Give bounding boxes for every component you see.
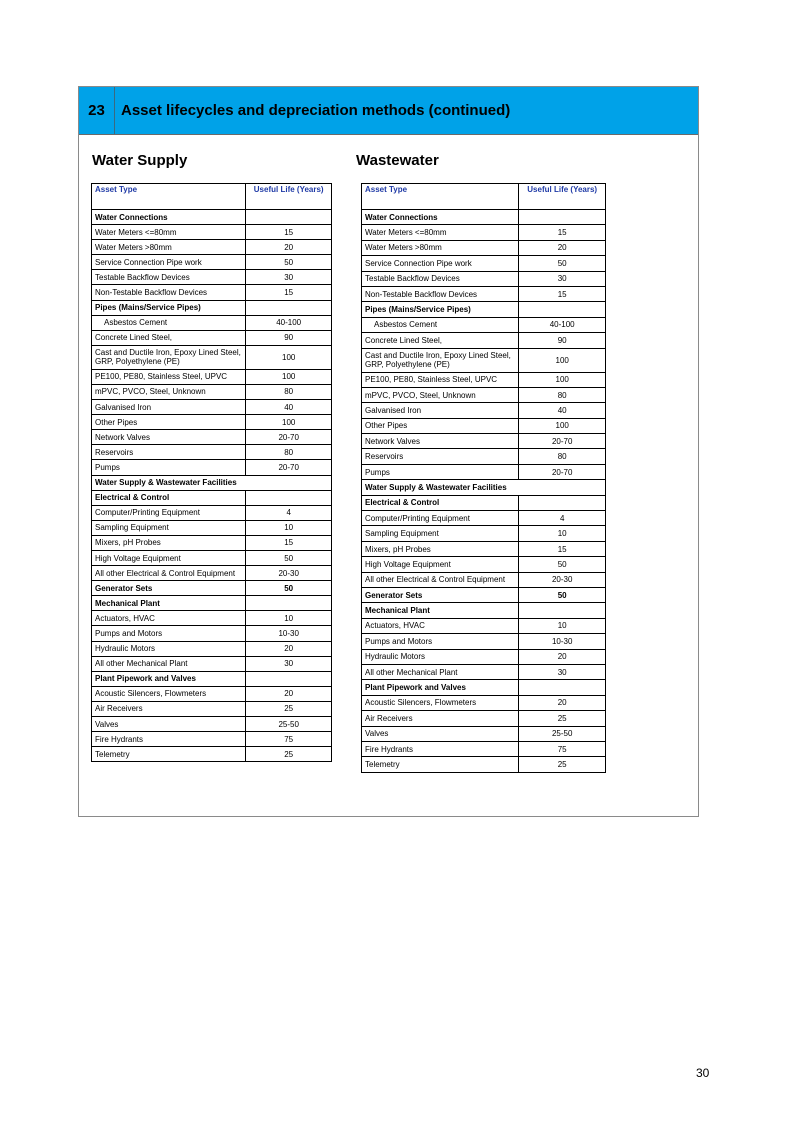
- asset-type-cell: Valves: [92, 717, 246, 732]
- useful-life-cell: 90: [246, 330, 332, 345]
- useful-life-cell: 50: [519, 256, 606, 271]
- asset-type-cell: Electrical & Control: [362, 495, 519, 510]
- asset-type-cell: mPVC, PVCO, Steel, Unknown: [92, 384, 246, 399]
- useful-life-cell: [246, 300, 332, 315]
- asset-type-cell: Asbestos Cement: [362, 317, 519, 332]
- asset-type-cell: Mixers, pH Probes: [362, 541, 519, 556]
- asset-type-cell: Water Meters <=80mm: [362, 225, 519, 240]
- category-row: [362, 680, 606, 695]
- table-row: [362, 695, 606, 710]
- table-row: [92, 255, 332, 270]
- asset-type-cell: Mechanical Plant: [92, 596, 246, 611]
- useful-life-cell: 80: [246, 445, 332, 460]
- useful-life-cell: 25-50: [519, 726, 606, 741]
- asset-type-cell: Acoustic Silencers, Flowmeters: [92, 686, 246, 701]
- asset-type-cell: Water Connections: [362, 210, 519, 225]
- asset-type-cell: Hydraulic Motors: [362, 649, 519, 664]
- table-row: [362, 757, 606, 772]
- table-row: [92, 550, 332, 565]
- category-row: [92, 475, 332, 490]
- asset-type-cell: All other Electrical & Control Equipment: [92, 566, 246, 581]
- asset-type-cell: Other Pipes: [92, 415, 246, 430]
- useful-life-cell: 20: [246, 240, 332, 255]
- asset-type-cell: Service Connection Pipe work: [92, 255, 246, 270]
- table-row: [92, 520, 332, 535]
- table-row: [92, 270, 332, 285]
- table-row: [92, 641, 332, 656]
- asset-type-cell: All other Mechanical Plant: [92, 656, 246, 671]
- table-row: [362, 741, 606, 756]
- table-row: [92, 384, 332, 399]
- useful-life-cell: 30: [519, 664, 606, 679]
- table-row: [92, 400, 332, 415]
- useful-life-cell: 20-70: [519, 464, 606, 479]
- table-row: [92, 369, 332, 384]
- asset-type-cell: Reservoirs: [92, 445, 246, 460]
- table-row: [362, 634, 606, 649]
- useful-life-cell: [246, 671, 332, 686]
- asset-type-cell: Other Pipes: [362, 418, 519, 433]
- asset-type-cell: Cast and Ductile Iron, Epoxy Lined Steel, GRP, Polyethylene (PE): [92, 345, 246, 369]
- category-row: [92, 210, 332, 225]
- useful-life-cell: 15: [246, 285, 332, 300]
- section-title: Asset lifecycles and depreciation methods (continued): [121, 102, 511, 119]
- category-row: [92, 300, 332, 315]
- useful-life-cell: 30: [519, 271, 606, 286]
- useful-life-cell: 25: [519, 757, 606, 772]
- useful-life-cell: 100: [519, 418, 606, 433]
- asset-type-cell: Pumps: [92, 460, 246, 475]
- table-row: [92, 732, 332, 747]
- asset-type-cell: Network Valves: [92, 430, 246, 445]
- asset-type-cell: Generator Sets: [92, 581, 246, 596]
- asset-type-cell: Water Meters <=80mm: [92, 225, 246, 240]
- useful-life-cell: 15: [519, 225, 606, 240]
- useful-life-cell: 40-100: [246, 315, 332, 330]
- table-row: [362, 286, 606, 301]
- asset-type-header: Asset Type: [92, 184, 246, 210]
- table-row: [92, 656, 332, 671]
- asset-type-cell: High Voltage Equipment: [362, 557, 519, 572]
- category-row: [362, 603, 606, 618]
- asset-type-cell: Water Supply & Wastewater Facilities: [92, 475, 332, 490]
- useful-life-cell: [519, 680, 606, 695]
- table-row: [92, 747, 332, 762]
- asset-type-cell: Water Meters >80mm: [92, 240, 246, 255]
- table-row: [92, 315, 332, 330]
- category-row: [362, 480, 606, 495]
- asset-type-cell: Sampling Equipment: [92, 520, 246, 535]
- table-row: [362, 434, 606, 449]
- asset-type-cell: Air Receivers: [362, 711, 519, 726]
- useful-life-cell: 20: [519, 240, 606, 255]
- asset-type-cell: Hydraulic Motors: [92, 641, 246, 656]
- useful-life-cell: 50: [246, 581, 332, 596]
- useful-life-cell: 10: [519, 526, 606, 541]
- table-row: [92, 535, 332, 550]
- useful-life-cell: 20-70: [246, 430, 332, 445]
- table-row: [362, 240, 606, 255]
- useful-life-cell: 10: [519, 618, 606, 633]
- useful-life-cell: 100: [519, 348, 606, 372]
- asset-type-cell: Fire Hydrants: [362, 741, 519, 756]
- useful-life-cell: 40-100: [519, 317, 606, 332]
- wastewater-heading: Wastewater: [356, 152, 439, 169]
- table-row: [362, 649, 606, 664]
- useful-life-cell: 10: [246, 611, 332, 626]
- useful-life-cell: [246, 490, 332, 505]
- asset-type-cell: Telemetry: [362, 757, 519, 772]
- table-row: [92, 611, 332, 626]
- useful-life-cell: 80: [519, 449, 606, 464]
- table-row: [362, 726, 606, 741]
- asset-type-cell: Non-Testable Backflow Devices: [362, 286, 519, 301]
- asset-type-cell: Valves: [362, 726, 519, 741]
- table-row: [362, 618, 606, 633]
- useful-life-cell: 50: [519, 587, 606, 602]
- table-row: [92, 686, 332, 701]
- category-row: [362, 495, 606, 510]
- asset-type-cell: All other Mechanical Plant: [362, 664, 519, 679]
- useful-life-cell: 80: [246, 384, 332, 399]
- useful-life-cell: 20: [519, 695, 606, 710]
- asset-type-header: Asset Type: [362, 184, 519, 210]
- wastewater-table: [361, 183, 606, 773]
- useful-life-header: Useful Life (Years): [519, 184, 606, 210]
- useful-life-cell: [519, 603, 606, 618]
- table-row: [92, 285, 332, 300]
- asset-type-cell: Telemetry: [92, 747, 246, 762]
- useful-life-cell: 100: [246, 415, 332, 430]
- table-row: [362, 557, 606, 572]
- asset-type-cell: Testable Backflow Devices: [362, 271, 519, 286]
- useful-life-cell: [246, 596, 332, 611]
- table-row: [92, 626, 332, 641]
- category-row: [92, 671, 332, 686]
- asset-type-cell: All other Electrical & Control Equipment: [362, 572, 519, 587]
- useful-life-cell: 25: [246, 701, 332, 716]
- asset-type-cell: Generator Sets: [362, 587, 519, 602]
- asset-type-cell: Air Receivers: [92, 701, 246, 716]
- asset-type-cell: Water Meters >80mm: [362, 240, 519, 255]
- asset-type-cell: Concrete Lined Steel,: [92, 330, 246, 345]
- table-row: [362, 333, 606, 348]
- table-row: [362, 372, 606, 387]
- useful-life-cell: 25-50: [246, 717, 332, 732]
- asset-type-cell: Plant Pipework and Valves: [92, 671, 246, 686]
- table-row: [92, 566, 332, 581]
- asset-type-cell: Pumps and Motors: [362, 634, 519, 649]
- asset-type-cell: Pumps: [362, 464, 519, 479]
- useful-life-cell: 30: [246, 270, 332, 285]
- useful-life-cell: 25: [519, 711, 606, 726]
- useful-life-header: Useful Life (Years): [246, 184, 332, 210]
- asset-type-cell: Water Connections: [92, 210, 246, 225]
- table-row: [362, 449, 606, 464]
- asset-type-cell: Galvanised Iron: [92, 400, 246, 415]
- useful-life-cell: 20-70: [519, 434, 606, 449]
- useful-life-cell: 10-30: [519, 634, 606, 649]
- asset-type-cell: Plant Pipework and Valves: [362, 680, 519, 695]
- category-row: [92, 490, 332, 505]
- table-row: [362, 348, 606, 372]
- water-supply-heading: Water Supply: [92, 152, 188, 169]
- asset-type-cell: Sampling Equipment: [362, 526, 519, 541]
- useful-life-cell: 30: [246, 656, 332, 671]
- water-supply-table: [91, 183, 332, 762]
- table-row: [92, 430, 332, 445]
- table-row: [362, 541, 606, 556]
- useful-life-cell: 100: [246, 345, 332, 369]
- useful-life-cell: 20-70: [246, 460, 332, 475]
- table-row: [362, 271, 606, 286]
- useful-life-cell: 20-30: [246, 566, 332, 581]
- useful-life-cell: 10: [246, 520, 332, 535]
- asset-type-cell: Service Connection Pipe work: [362, 256, 519, 271]
- table-header-row: [362, 184, 606, 210]
- useful-life-cell: 80: [519, 387, 606, 402]
- table-row: [92, 445, 332, 460]
- asset-type-cell: Pumps and Motors: [92, 626, 246, 641]
- useful-life-cell: 40: [519, 403, 606, 418]
- useful-life-cell: [519, 302, 606, 317]
- asset-type-cell: Water Supply & Wastewater Facilities: [362, 480, 606, 495]
- table-row: [92, 240, 332, 255]
- asset-type-cell: Actuators, HVAC: [362, 618, 519, 633]
- category-row: [362, 587, 606, 602]
- asset-type-cell: Computer/Printing Equipment: [362, 511, 519, 526]
- table-row: [92, 415, 332, 430]
- asset-type-cell: PE100, PE80, Stainless Steel, UPVC: [362, 372, 519, 387]
- useful-life-cell: 50: [246, 255, 332, 270]
- category-row: [362, 210, 606, 225]
- table-row: [92, 717, 332, 732]
- table-row: [362, 572, 606, 587]
- useful-life-cell: [519, 495, 606, 510]
- asset-type-cell: Mixers, pH Probes: [92, 535, 246, 550]
- table-row: [362, 317, 606, 332]
- table-row: [362, 225, 606, 240]
- asset-type-cell: Acoustic Silencers, Flowmeters: [362, 695, 519, 710]
- useful-life-cell: 15: [246, 225, 332, 240]
- useful-life-cell: [246, 210, 332, 225]
- section-banner: [79, 87, 698, 135]
- table-row: [92, 701, 332, 716]
- useful-life-cell: 75: [246, 732, 332, 747]
- useful-life-cell: 20: [519, 649, 606, 664]
- useful-life-cell: 10-30: [246, 626, 332, 641]
- table-row: [92, 460, 332, 475]
- asset-type-cell: Non-Testable Backflow Devices: [92, 285, 246, 300]
- asset-type-cell: Mechanical Plant: [362, 603, 519, 618]
- useful-life-cell: 100: [246, 369, 332, 384]
- table-row: [362, 664, 606, 679]
- asset-type-cell: Computer/Printing Equipment: [92, 505, 246, 520]
- useful-life-cell: 20: [246, 686, 332, 701]
- table-row: [362, 387, 606, 402]
- category-row: [92, 596, 332, 611]
- table-row: [362, 256, 606, 271]
- asset-type-cell: Fire Hydrants: [92, 732, 246, 747]
- useful-life-cell: 15: [246, 535, 332, 550]
- table-row: [362, 511, 606, 526]
- table-row: [92, 505, 332, 520]
- asset-type-cell: Actuators, HVAC: [92, 611, 246, 626]
- asset-type-cell: Reservoirs: [362, 449, 519, 464]
- useful-life-cell: 4: [519, 511, 606, 526]
- asset-type-cell: Asbestos Cement: [92, 315, 246, 330]
- useful-life-cell: 20-30: [519, 572, 606, 587]
- table-row: [362, 418, 606, 433]
- table-row: [362, 711, 606, 726]
- table-header-row: [92, 184, 332, 210]
- table-row: [362, 403, 606, 418]
- asset-type-cell: Testable Backflow Devices: [92, 270, 246, 285]
- useful-life-cell: 50: [519, 557, 606, 572]
- useful-life-cell: 75: [519, 741, 606, 756]
- asset-type-cell: Pipes (Mains/Service Pipes): [362, 302, 519, 317]
- useful-life-cell: 25: [246, 747, 332, 762]
- table-row: [92, 225, 332, 240]
- table-row: [362, 526, 606, 541]
- useful-life-cell: 90: [519, 333, 606, 348]
- category-row: [92, 581, 332, 596]
- section-number: 23: [79, 87, 115, 134]
- useful-life-cell: 4: [246, 505, 332, 520]
- asset-type-cell: mPVC, PVCO, Steel, Unknown: [362, 387, 519, 402]
- useful-life-cell: 50: [246, 550, 332, 565]
- asset-type-cell: Galvanised Iron: [362, 403, 519, 418]
- asset-type-cell: Network Valves: [362, 434, 519, 449]
- asset-type-cell: Concrete Lined Steel,: [362, 333, 519, 348]
- table-row: [92, 345, 332, 369]
- asset-type-cell: Pipes (Mains/Service Pipes): [92, 300, 246, 315]
- useful-life-cell: 15: [519, 541, 606, 556]
- useful-life-cell: [519, 210, 606, 225]
- asset-type-cell: Cast and Ductile Iron, Epoxy Lined Steel, GRP, Polyethylene (PE): [362, 348, 519, 372]
- useful-life-cell: 15: [519, 286, 606, 301]
- table-row: [92, 330, 332, 345]
- asset-type-cell: Electrical & Control: [92, 490, 246, 505]
- asset-type-cell: PE100, PE80, Stainless Steel, UPVC: [92, 369, 246, 384]
- useful-life-cell: 40: [246, 400, 332, 415]
- page-number: 30: [696, 1066, 710, 1080]
- useful-life-cell: 20: [246, 641, 332, 656]
- asset-type-cell: High Voltage Equipment: [92, 550, 246, 565]
- useful-life-cell: 100: [519, 372, 606, 387]
- table-row: [362, 464, 606, 479]
- category-row: [362, 302, 606, 317]
